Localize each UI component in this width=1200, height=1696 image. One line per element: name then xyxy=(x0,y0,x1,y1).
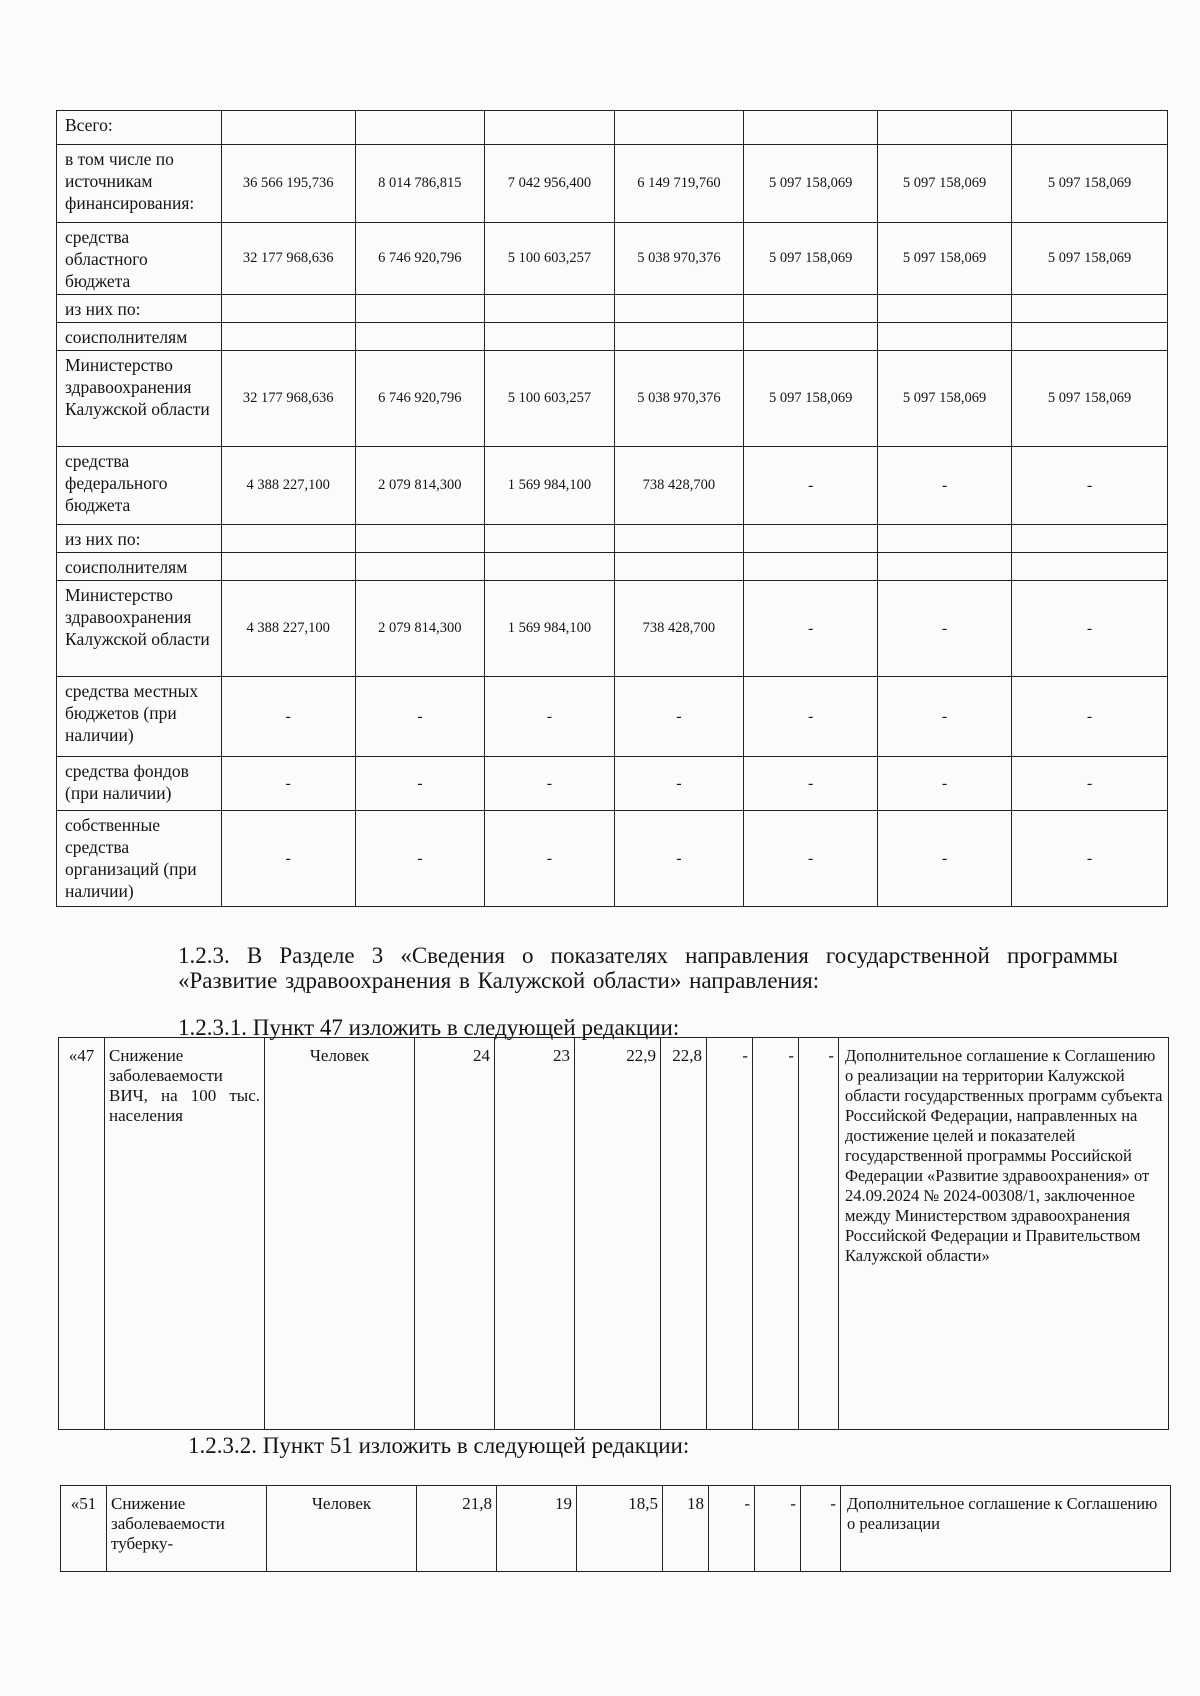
financing-table xyxy=(56,110,1168,907)
paragraph-1-2-3-2: 1.2.3.2. Пункт 51 изложить в следующей редакции: xyxy=(188,1433,690,1458)
finance-value-cell xyxy=(355,323,485,351)
finance-value-cell: - xyxy=(221,757,355,811)
finance-value-cell: 32 177 968,636 xyxy=(221,351,355,447)
finance-value-cell: 5 097 158,069 xyxy=(744,145,878,223)
finance-row xyxy=(57,223,1168,295)
finance-value-cell: 5 038 970,376 xyxy=(614,223,744,295)
finance-value-cell: - xyxy=(1012,581,1168,677)
finance-value-cell: 8 014 786,815 xyxy=(355,145,485,223)
finance-value-cell: 5 038 970,376 xyxy=(614,351,744,447)
finance-value-cell: - xyxy=(221,677,355,757)
value-cell: - xyxy=(799,1038,839,1430)
finance-value-cell xyxy=(355,111,485,145)
value-cell: 18 xyxy=(663,1486,709,1572)
value-cell: 24 xyxy=(415,1038,495,1430)
finance-value-cell: 5 097 158,069 xyxy=(1012,351,1168,447)
finance-value-cell: - xyxy=(355,811,485,907)
finance-value-cell: 6 746 920,796 xyxy=(355,351,485,447)
finance-value-cell xyxy=(878,525,1012,553)
finance-value-cell xyxy=(485,111,615,145)
finance-value-cell: - xyxy=(221,811,355,907)
finance-row xyxy=(57,295,1168,323)
finance-row xyxy=(57,757,1168,811)
finance-value-cell: - xyxy=(744,757,878,811)
finance-row-label: средства фондов (при наличии) xyxy=(57,757,222,811)
finance-row-label: Министерство здравоохранения Калужской области xyxy=(57,351,222,447)
finance-value-cell xyxy=(878,295,1012,323)
value-cell: 21,8 xyxy=(417,1486,497,1572)
finance-value-cell: - xyxy=(878,811,1012,907)
item-number: «47 xyxy=(59,1038,105,1430)
finance-value-cell xyxy=(221,525,355,553)
basis-note: Дополнительное соглашение к Соглашению о реализации xyxy=(841,1486,1171,1572)
finance-value-cell: - xyxy=(744,447,878,525)
finance-value-cell xyxy=(878,111,1012,145)
indicator-51-table xyxy=(60,1485,1171,1572)
finance-value-cell: 1 569 984,100 xyxy=(485,447,615,525)
finance-value-cell xyxy=(221,295,355,323)
finance-value-cell: 5 097 158,069 xyxy=(1012,145,1168,223)
finance-value-cell xyxy=(878,323,1012,351)
indicator-name: Снижение заболеваемости туберку- xyxy=(107,1486,267,1572)
finance-value-cell: 5 100 603,257 xyxy=(485,223,615,295)
finance-value-cell: 6 149 719,760 xyxy=(614,145,744,223)
finance-value-cell: - xyxy=(744,811,878,907)
finance-value-cell xyxy=(744,295,878,323)
finance-value-cell xyxy=(614,525,744,553)
finance-value-cell: 1 569 984,100 xyxy=(485,581,615,677)
finance-row-label: соисполнителям xyxy=(57,553,222,581)
finance-value-cell: - xyxy=(744,581,878,677)
unit: Человек xyxy=(267,1486,417,1572)
paragraph-1-2-3-1: 1.2.3.1. Пункт 47 изложить в следующей редакции: xyxy=(178,1015,680,1040)
finance-value-cell xyxy=(485,553,615,581)
finance-value-cell: - xyxy=(614,811,744,907)
finance-row xyxy=(57,581,1168,677)
finance-row xyxy=(57,145,1168,223)
finance-row xyxy=(57,111,1168,145)
value-cell: - xyxy=(755,1486,801,1572)
finance-value-cell xyxy=(614,553,744,581)
finance-value-cell xyxy=(355,525,485,553)
finance-value-cell xyxy=(744,553,878,581)
finance-value-cell xyxy=(355,553,485,581)
basis-note: Дополнительное соглашение к Соглашению о реализации на территории Калужской области государственных программ субъекта Российской Федерации, направленных на достижение целей и показателей государственной программы Российской Федерации «Развитие здравоохранения» от 24.09.2024 № 2024-00308/1, заключенное между Министерством здравоохранения Российской Федерации и Правительством Калужской области» xyxy=(839,1038,1169,1430)
finance-row-label: в том числе по источникам финансирования: xyxy=(57,145,222,223)
finance-value-cell: - xyxy=(485,677,615,757)
finance-value-cell xyxy=(1012,323,1168,351)
finance-value-cell xyxy=(221,323,355,351)
finance-value-cell: 5 097 158,069 xyxy=(878,223,1012,295)
finance-row-label: средства федерального бюджета xyxy=(57,447,222,525)
finance-value-cell: - xyxy=(878,581,1012,677)
finance-value-cell xyxy=(221,553,355,581)
value-cell: 22,9 xyxy=(575,1038,661,1430)
value-cell: 18,5 xyxy=(577,1486,663,1572)
finance-value-cell: 738 428,700 xyxy=(614,581,744,677)
finance-value-cell xyxy=(485,323,615,351)
finance-row xyxy=(57,323,1168,351)
finance-value-cell xyxy=(1012,525,1168,553)
finance-row-label: Министерство здравоохранения Калужской области xyxy=(57,581,222,677)
paragraph-1-2-3: 1.2.3. В Разделе 3 «Сведения о показателях направления государственной программы «Развитие здравоохранения в Калужской области» направления: xyxy=(178,943,1118,993)
finance-value-cell: 4 388 227,100 xyxy=(221,447,355,525)
indicator-51-row xyxy=(61,1486,1171,1572)
value-cell: 19 xyxy=(497,1486,577,1572)
finance-value-cell xyxy=(485,295,615,323)
finance-value-cell: - xyxy=(1012,447,1168,525)
finance-value-cell: - xyxy=(1012,677,1168,757)
unit: Человек xyxy=(265,1038,415,1430)
finance-row xyxy=(57,677,1168,757)
finance-value-cell xyxy=(614,111,744,145)
finance-row xyxy=(57,525,1168,553)
finance-row xyxy=(57,351,1168,447)
finance-row-label: из них по: xyxy=(57,295,222,323)
finance-value-cell: - xyxy=(878,447,1012,525)
indicator-47-row xyxy=(59,1038,1169,1430)
finance-value-cell xyxy=(485,525,615,553)
value-cell: - xyxy=(801,1486,841,1572)
finance-value-cell: 6 746 920,796 xyxy=(355,223,485,295)
finance-value-cell: - xyxy=(878,757,1012,811)
value-cell: - xyxy=(709,1486,755,1572)
finance-value-cell xyxy=(1012,295,1168,323)
indicator-name: Снижение заболеваемости ВИЧ, на 100 тыс. населения xyxy=(105,1038,265,1430)
finance-value-cell: - xyxy=(614,757,744,811)
finance-value-cell: - xyxy=(485,811,615,907)
finance-value-cell xyxy=(744,323,878,351)
finance-value-cell: - xyxy=(744,677,878,757)
finance-value-cell: - xyxy=(485,757,615,811)
finance-value-cell: - xyxy=(1012,757,1168,811)
finance-row xyxy=(57,447,1168,525)
finance-value-cell: - xyxy=(355,677,485,757)
finance-value-cell: - xyxy=(878,677,1012,757)
finance-value-cell: 32 177 968,636 xyxy=(221,223,355,295)
finance-value-cell: 7 042 956,400 xyxy=(485,145,615,223)
indicator-47-table xyxy=(58,1037,1169,1430)
value-cell: - xyxy=(707,1038,753,1430)
finance-value-cell: 5 097 158,069 xyxy=(744,223,878,295)
finance-value-cell xyxy=(614,295,744,323)
finance-row-label: средства областного бюджета xyxy=(57,223,222,295)
finance-value-cell: 5 100 603,257 xyxy=(485,351,615,447)
finance-value-cell xyxy=(878,553,1012,581)
finance-value-cell: 5 097 158,069 xyxy=(878,145,1012,223)
finance-value-cell xyxy=(355,295,485,323)
finance-value-cell xyxy=(1012,553,1168,581)
finance-value-cell: - xyxy=(614,677,744,757)
finance-value-cell: 5 097 158,069 xyxy=(744,351,878,447)
value-cell: 23 xyxy=(495,1038,575,1430)
finance-value-cell: 5 097 158,069 xyxy=(878,351,1012,447)
finance-value-cell: 2 079 814,300 xyxy=(355,447,485,525)
finance-value-cell xyxy=(221,111,355,145)
finance-value-cell: 2 079 814,300 xyxy=(355,581,485,677)
finance-value-cell: 4 388 227,100 xyxy=(221,581,355,677)
finance-row-label: собственные средства организаций (при наличии) xyxy=(57,811,222,907)
finance-value-cell xyxy=(614,323,744,351)
finance-row-label: соисполнителям xyxy=(57,323,222,351)
finance-value-cell: 36 566 195,736 xyxy=(221,145,355,223)
finance-value-cell: 738 428,700 xyxy=(614,447,744,525)
item-number: «51 xyxy=(61,1486,107,1572)
finance-row xyxy=(57,553,1168,581)
finance-value-cell xyxy=(744,525,878,553)
value-cell: 22,8 xyxy=(661,1038,707,1430)
finance-row xyxy=(57,811,1168,907)
finance-value-cell xyxy=(744,111,878,145)
finance-value-cell: - xyxy=(1012,811,1168,907)
finance-value-cell: - xyxy=(355,757,485,811)
value-cell: - xyxy=(753,1038,799,1430)
finance-row-label: из них по: xyxy=(57,525,222,553)
finance-value-cell: 5 097 158,069 xyxy=(1012,223,1168,295)
finance-row-label: Всего: xyxy=(57,111,222,145)
finance-row-label: средства местных бюджетов (при наличии) xyxy=(57,677,222,757)
finance-value-cell xyxy=(1012,111,1168,145)
